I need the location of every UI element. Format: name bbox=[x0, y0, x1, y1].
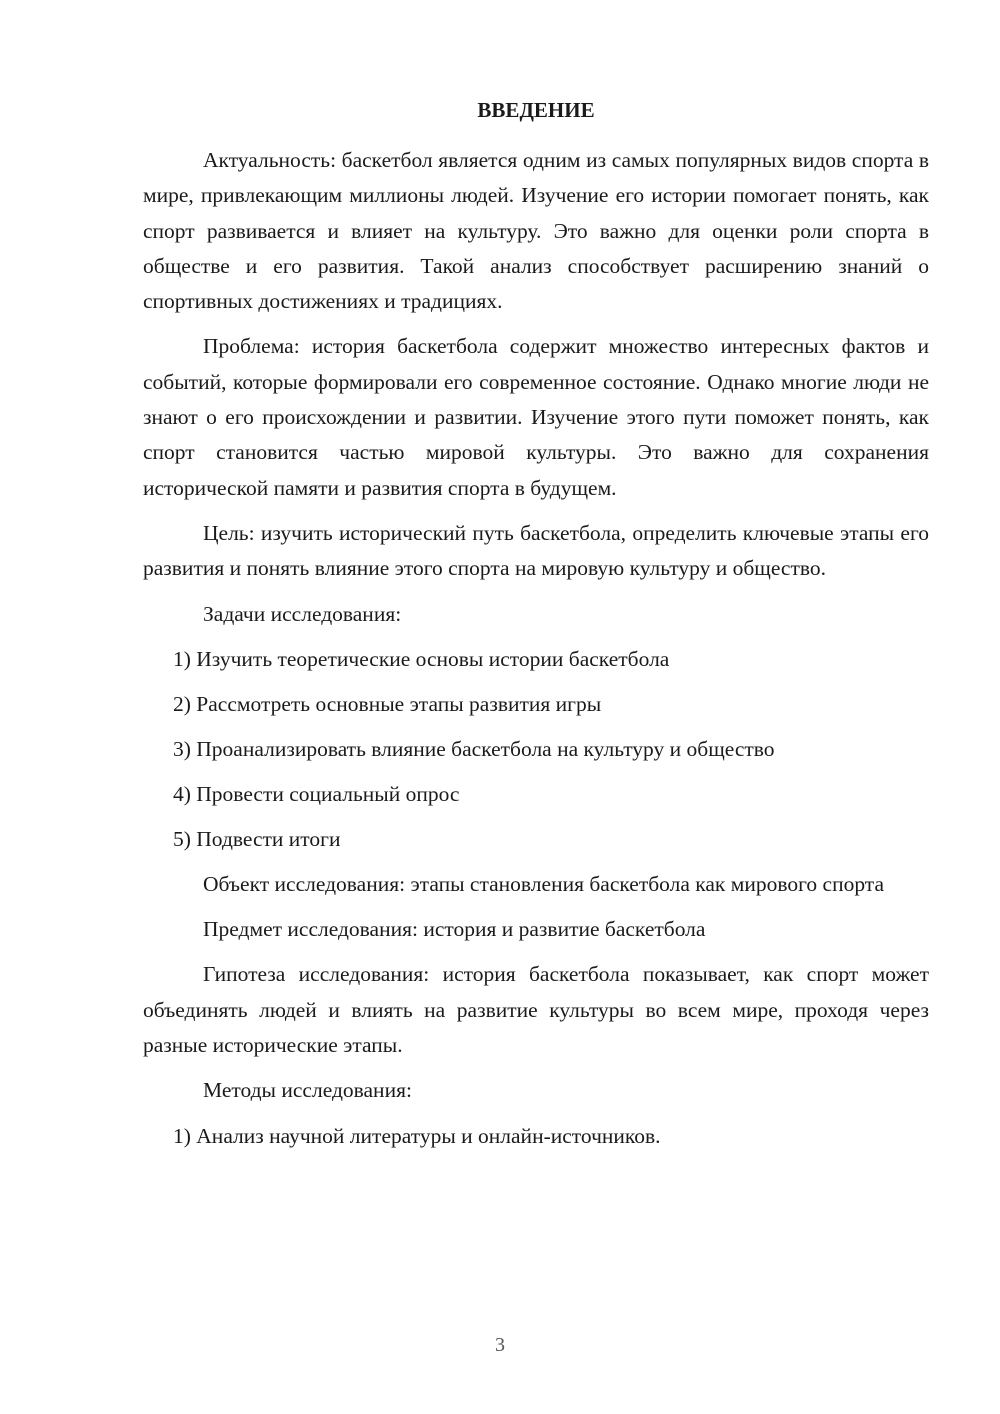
list-item: 3) Проанализировать влияние баскетбола на культуру и общество bbox=[173, 736, 775, 761]
list-item: 1) Анализ научной литературы и онлайн-источников. bbox=[173, 1123, 661, 1148]
list-item: 5) Подвести итоги bbox=[173, 826, 341, 851]
list-item: 2) Рассмотреть основные этапы развития игры bbox=[173, 691, 602, 716]
methods-heading: Методы исследования: bbox=[203, 1078, 412, 1103]
hypothesis-paragraph: Гипотеза исследования: история баскетбола показывает, как спорт может объединять людей и влиять на развитие культуры во всем мире, проходя через разные исторические этапы. bbox=[143, 962, 929, 1058]
methods-list bbox=[143, 1119, 929, 1154]
relevance-paragraph: Актуальность: баскетбол является одним из самых популярных видов спорта в мире, привлекающим миллионы людей. Изучение его истории помогает понять, как спорт развивается и влияет на культуру. Это важно для оценки роли спорта в обществе и его развития. Такой анализ способствует расширению знаний о спортивных достижениях и традициях. bbox=[143, 148, 929, 314]
tasks-list bbox=[143, 642, 929, 857]
subject-paragraph: Предмет исследования: история и развитие баскетбола bbox=[203, 917, 706, 942]
object-paragraph: Объект исследования: этапы становления баскетбола как мирового спорта bbox=[203, 871, 884, 896]
document-page bbox=[143, 95, 929, 1164]
tasks-heading: Задачи исследования: bbox=[203, 601, 402, 626]
list-item: 4) Провести социальный опрос bbox=[173, 781, 460, 806]
problem-paragraph: Проблема: история баскетбола содержит множество интересных фактов и событий, которые формировали его современное состояние. Однако многие люди не знают о его происхождении и развитии. Изучение этого пути поможет понять, как спорт становится частью мировой культуры. Это важно для сохранения исторической памяти и развития спорта в будущем. bbox=[143, 334, 929, 500]
list-item: 1) Изучить теоретические основы истории баскетбола bbox=[173, 646, 670, 671]
page-number: 3 bbox=[495, 1334, 505, 1356]
page-title: ВВЕДЕНИЕ bbox=[477, 98, 595, 122]
goal-paragraph: Цель: изучить исторический путь баскетбола, определить ключевые этапы его развития и понять влияние этого спорта на мировую культуру и общество. bbox=[143, 520, 929, 581]
